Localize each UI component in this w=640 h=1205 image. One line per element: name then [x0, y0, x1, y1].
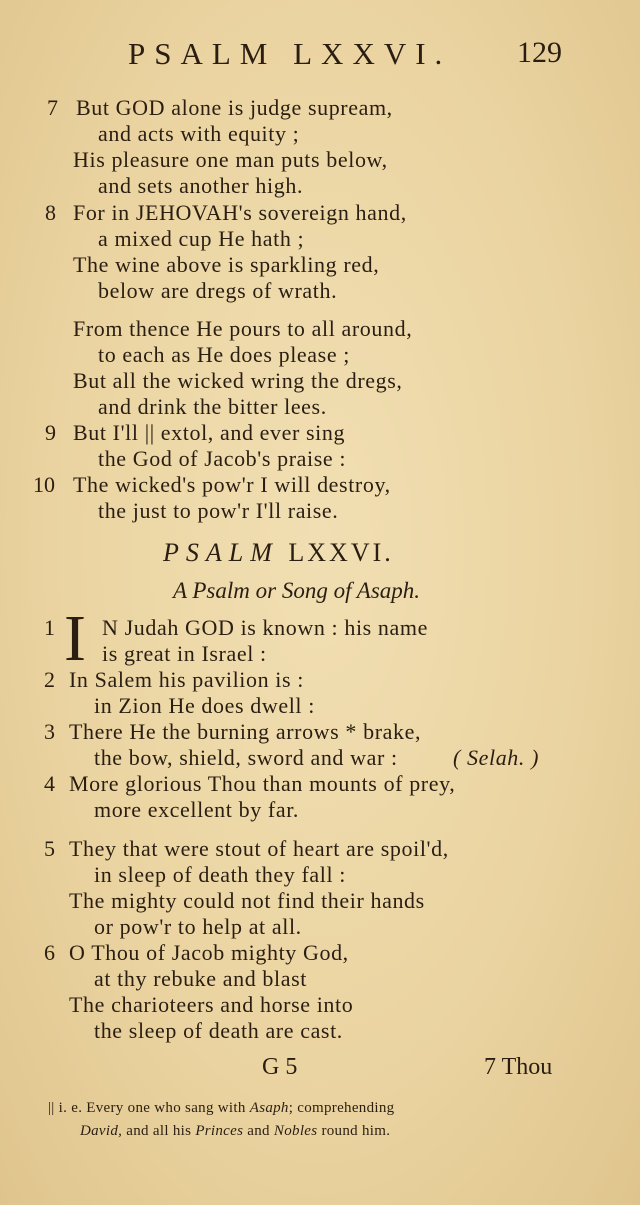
selah-mark: ( Selah. ) [453, 745, 540, 770]
verse-number: 1 [44, 615, 55, 640]
verse-line: His pleasure one man puts below, [73, 147, 388, 172]
footnote-text: ; comprehending [288, 1100, 395, 1116]
footnote-text: and all his [126, 1123, 192, 1139]
verse-line: N Judah GOD is known : his name [102, 615, 428, 640]
verse-line: They that were stout of heart are spoil'd, [69, 836, 449, 861]
verse-line: and drink the bitter lees. [98, 394, 327, 419]
verse-line: From thence He pours to all around, [73, 316, 413, 341]
psalm-subtitle: A Psalm or Song of Asaph. [173, 578, 421, 603]
verse-line: to each as He does please ; [98, 342, 350, 367]
page-number: 129 [517, 36, 562, 69]
footnote-line-1 [48, 1100, 394, 1117]
drop-cap: I [64, 602, 86, 675]
verse-line: There He the burning arrows * brake, [69, 719, 422, 744]
verse-line: But GOD alone is judge supream, [76, 95, 393, 120]
verse-line: and sets another high. [98, 173, 304, 198]
verse-line: the sleep of death are cast. [94, 1018, 343, 1043]
footnote-name: David, [80, 1123, 123, 1139]
verse-line: But all the wicked wring the dregs, [73, 368, 403, 393]
footnote-mark: || [48, 1100, 55, 1116]
verse-number: 9 [45, 420, 56, 445]
footnote-line-2 [80, 1123, 390, 1140]
verse-number: 8 [45, 200, 56, 225]
footnote-text: i. e. Every one who sang with [58, 1100, 246, 1116]
catchword: 7 Thou [484, 1054, 553, 1080]
verse-line: The charioteers and horse into [69, 992, 354, 1017]
verse-line: or pow'r to help at all. [94, 914, 302, 939]
footnote-text: and [247, 1123, 270, 1139]
verse-number: 4 [44, 771, 55, 796]
verse-line: For in JEHOVAH's sovereign hand, [73, 200, 407, 225]
footnote-name: Asaph [249, 1100, 289, 1116]
verse-number: 7 [47, 95, 58, 120]
verse-line: and acts with equity ; [98, 121, 300, 146]
verse-line: O Thou of Jacob mighty God, [69, 940, 349, 965]
verse-line: In Salem his pavilion is : [69, 667, 304, 692]
verse-line: More glorious Thou than mounts of prey, [69, 771, 456, 796]
verse-number: 3 [44, 719, 55, 744]
verse-line: the God of Jacob's praise : [98, 446, 347, 471]
verse-line: The wine above is sparkling red, [73, 252, 380, 277]
verse-line: is great in Israel : [102, 641, 267, 666]
footnote-text: round him. [321, 1123, 391, 1139]
footnote-name: Nobles [273, 1123, 318, 1139]
footnote-name: Princes [195, 1123, 244, 1139]
psalm-heading [163, 538, 394, 568]
verse-line: The wicked's pow'r I will destroy, [73, 472, 391, 497]
signature-mark: G 5 [262, 1054, 298, 1080]
verse-number: 2 [44, 667, 55, 692]
running-title: PSALM LXXVI. [128, 36, 452, 71]
verse-line: But I'll || extol, and ever sing [73, 420, 346, 445]
verse-line: below are dregs of wrath. [98, 278, 338, 303]
verse-line: the just to pow'r I'll raise. [98, 498, 339, 523]
verse-number: 6 [44, 940, 55, 965]
psalm-heading-word: PSALM [163, 538, 279, 567]
verse-line: the bow, shield, sword and war : [94, 745, 398, 770]
verse-number: 5 [44, 836, 55, 861]
verse-number: 10 [33, 472, 55, 497]
psalm-heading-numeral: LXXVI. [288, 538, 394, 567]
verse-line: The mighty could not find their hands [69, 888, 425, 913]
verse-line: more excellent by far. [94, 797, 300, 822]
verse-line: in Zion He does dwell : [94, 693, 315, 718]
verse-line: at thy rebuke and blast [94, 966, 307, 991]
verse-line: in sleep of death they fall : [94, 862, 346, 887]
verse-line: a mixed cup He hath ; [98, 226, 305, 251]
